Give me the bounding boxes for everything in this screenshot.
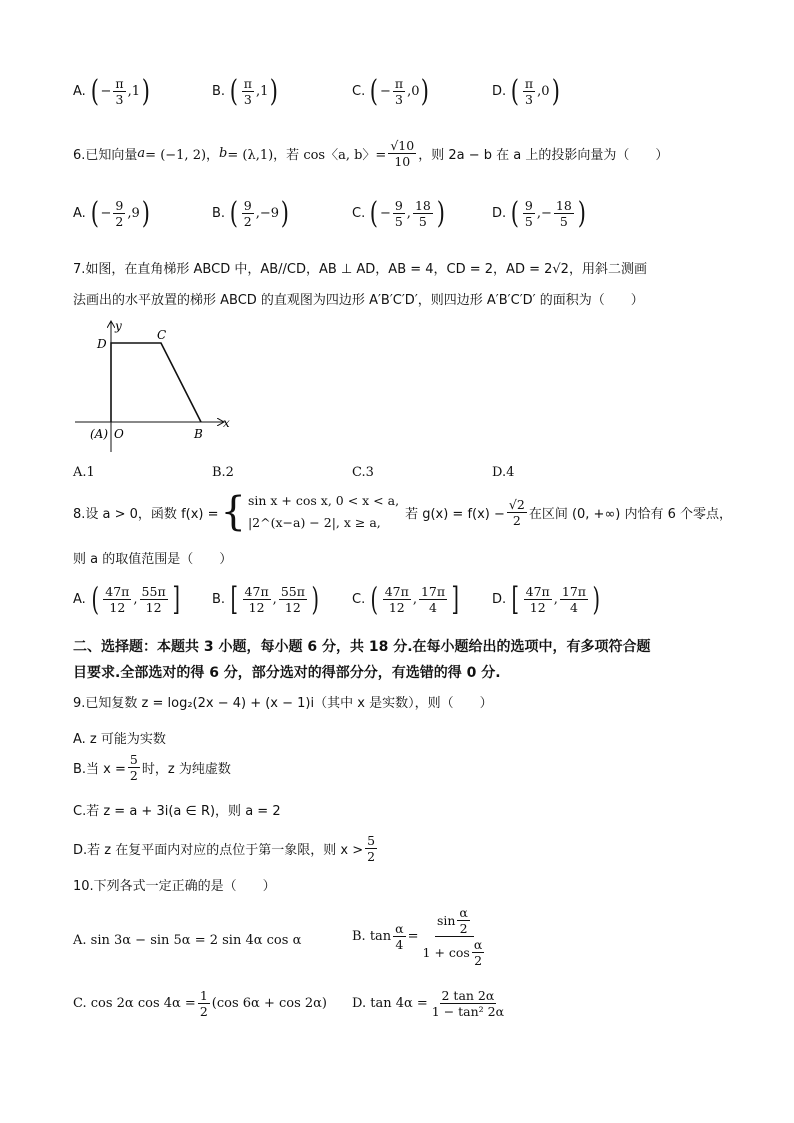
fraction xyxy=(128,752,140,783)
q5-option-a xyxy=(73,73,152,109)
numerator: 47π xyxy=(525,583,550,599)
right-paren: ) xyxy=(436,195,445,231)
q8-stem-line2: 则 a 的取值范围是（ ） xyxy=(73,552,233,567)
vector-b-value: = (λ,1)，若 cos〈a, b〉= xyxy=(227,148,387,163)
option-text-end: 时，z 为纯虚数 xyxy=(141,762,231,777)
denominator: 4 xyxy=(429,599,437,615)
right-paren: ) xyxy=(141,73,151,109)
compound-numerator xyxy=(435,905,474,937)
section-2-heading-line1: 二、选择题：本题共 3 小题，每小题 6 分，共 18 分.在每小题给出的选项中，有多项符合题 xyxy=(73,639,651,655)
y-axis-label: y xyxy=(115,319,122,333)
q10-option-b xyxy=(352,905,490,968)
denominator: 3 xyxy=(394,92,403,107)
q6-text: 6.已知向量 xyxy=(73,148,138,163)
q8-text-2: 若 g(x) = f(x) − xyxy=(405,506,505,522)
q5-option-c xyxy=(352,73,431,109)
trapezoid-shape xyxy=(111,343,201,422)
point-d-label: D xyxy=(97,337,107,351)
case-1: sin x + cos x, 0 < x < a, xyxy=(247,493,400,508)
q8-option-b xyxy=(212,580,321,618)
comma: , xyxy=(553,591,558,607)
option-text: B.当 x = xyxy=(73,762,126,777)
equals-sign: = xyxy=(407,929,419,944)
denominator: 2 xyxy=(243,214,252,229)
left-paren: ( xyxy=(229,73,239,109)
compound-fraction xyxy=(421,905,489,968)
q10-option-a: A. sin 3α − sin 5α = 2 sin 4α cos α xyxy=(73,933,302,948)
brace: { xyxy=(220,489,246,535)
numerator: π xyxy=(524,76,534,91)
left-paren: ( xyxy=(510,73,520,109)
right-bracket: ] xyxy=(451,580,460,618)
numerator: α xyxy=(395,921,404,936)
denominator: 10 xyxy=(394,154,411,169)
q7-option-b: B.2 xyxy=(212,465,234,480)
right-bracket: ) xyxy=(311,580,319,618)
fraction xyxy=(113,76,125,107)
fraction xyxy=(243,584,271,615)
fraction xyxy=(524,584,552,615)
q10-option-d xyxy=(352,988,508,1019)
left-paren: ( xyxy=(510,195,520,231)
left-bracket: [ xyxy=(511,580,520,618)
right-bracket: ) xyxy=(592,580,601,618)
q7-option-c: C.3 xyxy=(352,465,374,480)
q8-option-c xyxy=(352,580,462,618)
numerator: 18 xyxy=(555,198,572,213)
cos-text: 1 + cos xyxy=(422,945,470,960)
fraction xyxy=(383,584,411,615)
fraction xyxy=(140,584,168,615)
numerator: 47π xyxy=(384,583,409,599)
numerator: 55π xyxy=(141,583,166,599)
denominator: 12 xyxy=(284,599,301,615)
q8-option-a xyxy=(73,580,182,618)
denominator: 3 xyxy=(243,92,252,107)
fraction xyxy=(198,988,210,1019)
fraction xyxy=(523,76,535,107)
numerator: 18 xyxy=(414,198,431,213)
denominator: 2 xyxy=(474,953,483,968)
denominator: 5 xyxy=(524,214,533,229)
right-paren: ) xyxy=(280,195,289,231)
numerator: 47π xyxy=(105,583,130,599)
left-bracket: ( xyxy=(370,580,379,618)
q6-option-d xyxy=(492,195,588,231)
option-label: B. xyxy=(212,591,226,607)
fraction xyxy=(457,905,469,936)
q7-option-d: D.4 xyxy=(492,465,515,480)
comma: , xyxy=(406,206,411,221)
minus-sign: − xyxy=(540,206,552,221)
sin-text: sin xyxy=(436,913,456,928)
q10-stem: 10.下列各式一定正确的是（ ） xyxy=(73,879,276,894)
denominator: 5 xyxy=(418,214,427,229)
minus-sign: − xyxy=(100,84,112,99)
left-paren: ( xyxy=(90,73,99,109)
comma: , xyxy=(536,206,541,221)
option-text: C. cos 2α cos 4α = xyxy=(73,996,196,1011)
denominator: 2 xyxy=(129,768,138,783)
denominator: 2 xyxy=(115,214,124,229)
q5-option-d xyxy=(492,73,561,109)
comma: , xyxy=(412,591,417,607)
left-bracket: ( xyxy=(91,580,99,618)
right-paren: ) xyxy=(577,195,586,231)
q6-text-end: ，则 2a − b 在 a 上的投影向量为（ ） xyxy=(418,148,669,163)
option-label: C. xyxy=(352,591,366,607)
point-c-label: C xyxy=(157,328,167,342)
fraction xyxy=(242,198,254,229)
denominator: 3 xyxy=(115,92,124,107)
numerator: 17π xyxy=(420,583,446,599)
origin-label: O xyxy=(114,427,124,441)
right-paren: ) xyxy=(421,73,430,109)
option-text: D. tan 4α = xyxy=(352,996,428,1011)
option-label: B. xyxy=(212,84,226,99)
left-paren: ( xyxy=(369,73,379,109)
q8-text-3: 在区间 (0, +∞) 内恰有 6 个零点， xyxy=(528,506,733,522)
denominator: 12 xyxy=(145,599,162,615)
coordinate: ,1 xyxy=(256,84,269,99)
q8-option-d xyxy=(492,580,603,618)
denominator: 4 xyxy=(395,937,404,952)
comma: , xyxy=(133,591,138,607)
denominator: 2 xyxy=(512,512,521,528)
option-label: A. xyxy=(73,591,86,607)
trapezoid-figure xyxy=(73,318,243,458)
fraction xyxy=(365,833,377,864)
vector-b: b xyxy=(219,146,228,161)
denominator: 5 xyxy=(559,214,568,229)
fraction xyxy=(113,198,125,229)
numerator: 9 xyxy=(115,198,124,213)
denominator: 2 xyxy=(367,849,376,864)
q9-option-a: A. z 可能为实数 xyxy=(73,732,166,747)
minus-sign: − xyxy=(100,206,112,221)
q7-option-a: A.1 xyxy=(73,465,95,480)
numerator: 9 xyxy=(524,198,533,213)
fraction xyxy=(279,584,307,615)
numerator: 9 xyxy=(394,198,403,213)
coordinate: ,0 xyxy=(537,84,550,99)
fraction xyxy=(419,584,447,615)
piecewise-cases xyxy=(248,490,399,534)
denominator: 4 xyxy=(569,599,578,615)
numerator: α xyxy=(459,905,468,920)
option-label: C. xyxy=(352,206,366,221)
comma: , xyxy=(272,591,277,607)
denominator: 2 xyxy=(459,921,468,936)
numerator: 55π xyxy=(280,583,305,599)
q6-option-b xyxy=(212,195,291,231)
fraction xyxy=(393,921,405,952)
numerator: √10 xyxy=(390,138,415,153)
coordinate: ,9 xyxy=(127,206,140,221)
fraction xyxy=(560,584,588,615)
right-paren: ) xyxy=(551,73,560,109)
option-label: B. xyxy=(212,206,226,221)
coordinate: ,0 xyxy=(407,84,420,99)
fraction xyxy=(103,584,131,615)
fraction xyxy=(413,198,433,229)
fraction xyxy=(393,76,405,107)
x-axis-label: x xyxy=(223,416,230,430)
q9-option-d xyxy=(73,833,379,864)
option-label: A. xyxy=(73,84,86,99)
fraction xyxy=(507,497,527,528)
point-a-label: (A) xyxy=(90,427,109,441)
numerator: π xyxy=(115,76,124,91)
fraction xyxy=(430,988,506,1019)
numerator: 47π xyxy=(244,583,269,599)
fraction xyxy=(472,937,484,968)
denominator: 3 xyxy=(525,92,533,107)
q5-option-b xyxy=(212,73,280,109)
denominator: 12 xyxy=(529,599,546,615)
q9-option-b xyxy=(73,752,231,783)
left-paren: ( xyxy=(229,195,239,231)
option-label: D. xyxy=(492,206,507,221)
cos-fraction xyxy=(388,138,416,169)
option-label: A. xyxy=(73,206,86,221)
numerator: 1 xyxy=(199,988,208,1003)
option-text: D.若 z 在复平面内对应的点位于第一象限，则 x > xyxy=(73,843,364,858)
section-2-heading-line2: 目要求.全部选对的得 6 分，部分选对的得部分分，有选错的得 0 分. xyxy=(73,665,501,681)
case-2: |2^(x−a) − 2|, x ≥ a, xyxy=(247,515,381,530)
left-paren: ( xyxy=(90,195,99,231)
option-label: D. xyxy=(492,591,507,607)
fraction xyxy=(242,76,254,107)
q7-stem-line2: 法画出的水平放置的梯形 ABCD 的直观图为四边形 A′B′C′D′，则四边形 A′B′C′D′ 的面积为（ ） xyxy=(73,293,644,308)
numerator: π xyxy=(243,76,252,91)
q6-stem xyxy=(73,138,668,169)
denominator: 5 xyxy=(394,214,403,229)
minus-sign: − xyxy=(379,206,391,221)
denominator: 12 xyxy=(248,599,265,615)
numerator: π xyxy=(394,76,404,91)
option-text-end: (cos 6α + cos 2α) xyxy=(211,996,328,1011)
minus-sign: − xyxy=(379,84,391,99)
denominator: 12 xyxy=(388,599,405,615)
q9-stem: 9.已知复数 z = log₂(2x − 4) + (x − 1)i（其中 x 是实数），则（ ） xyxy=(73,696,493,711)
numerator: 5 xyxy=(367,833,376,848)
left-paren: ( xyxy=(369,195,379,231)
numerator: α xyxy=(473,937,483,952)
numerator: 9 xyxy=(243,198,252,213)
q8-stem xyxy=(73,490,732,534)
numerator: √2 xyxy=(508,496,525,512)
q6-option-c xyxy=(352,195,447,231)
denominator: 2 xyxy=(199,1004,208,1019)
compound-denominator xyxy=(421,937,489,968)
denominator: 12 xyxy=(109,599,126,615)
right-paren: ) xyxy=(270,73,279,109)
q6-option-a xyxy=(73,195,152,231)
point-b-label: B xyxy=(194,427,203,441)
option-label: D. xyxy=(492,84,507,99)
coordinate: ,−9 xyxy=(255,206,280,221)
q10-option-c xyxy=(73,988,327,1019)
numerator: 2 tan 2α xyxy=(441,988,495,1003)
left-bracket: [ xyxy=(230,580,239,618)
coordinate: ,1 xyxy=(127,84,141,99)
fraction xyxy=(554,198,574,229)
fraction xyxy=(523,198,535,229)
q9-option-c: C.若 z = a + 3i(a ∈ R)，则 a = 2 xyxy=(73,804,281,819)
vector-a-value: = (−1, 2)， xyxy=(145,148,220,163)
q7-stem-line1: 7.如图，在直角梯形 ABCD 中，AB//CD，AB ⊥ AD，AB = 4，CD = 2，AD = 2√2，用斜二测画 xyxy=(73,262,647,277)
vector-a: a xyxy=(137,146,146,161)
numerator: 17π xyxy=(561,583,587,599)
denominator: 1 − tan² 2α xyxy=(431,1004,505,1019)
fraction xyxy=(393,198,405,229)
option-label: C. xyxy=(352,84,366,99)
q8-text: 8.设 a > 0，函数 f(x) = xyxy=(73,506,219,522)
numerator: 5 xyxy=(129,752,138,767)
option-text: B. tan xyxy=(352,929,392,944)
right-bracket: ] xyxy=(172,580,180,618)
right-paren: ) xyxy=(141,195,150,231)
